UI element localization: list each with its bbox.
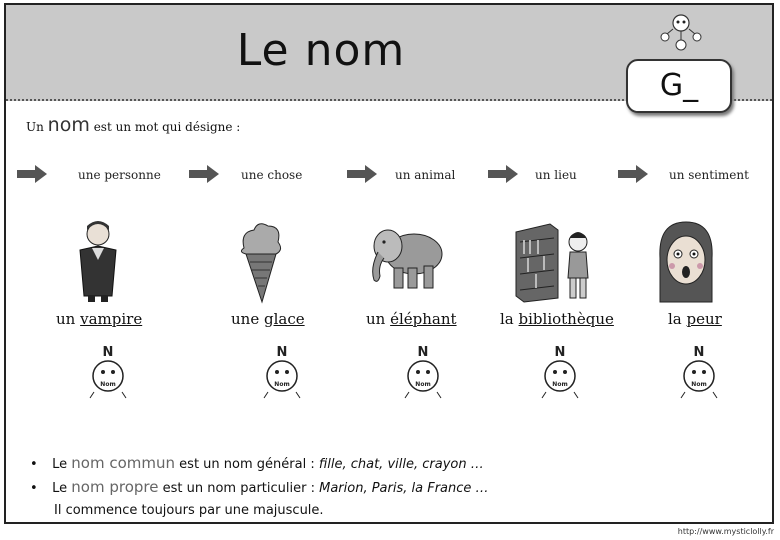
noun-badge-text: Nom xyxy=(552,381,568,388)
rule-keyword: nom propre xyxy=(71,478,159,496)
example-word-elephant xyxy=(366,310,457,328)
arrow-right-icon xyxy=(616,164,650,184)
arrow-right-icon xyxy=(486,164,520,184)
noun-badge-letter: N xyxy=(276,345,288,360)
vampire-icon xyxy=(72,218,124,304)
page-title: Le nom xyxy=(236,25,406,76)
example-word-bibliotheque xyxy=(500,310,614,328)
noun-badge-text: Nom xyxy=(691,381,707,388)
rule-proper-noun xyxy=(30,476,489,500)
rule-text: Le xyxy=(52,481,68,496)
library-icon xyxy=(512,218,598,304)
noun-badge-letter: N xyxy=(417,345,429,360)
example-word-glace xyxy=(231,310,305,328)
rule-text: est un nom particulier : xyxy=(162,481,315,496)
noun-badge-icon xyxy=(88,344,128,400)
example-noun: peur xyxy=(686,310,722,328)
category-label-thing: une chose xyxy=(241,168,303,182)
rule-examples: Marion, Paris, la France … xyxy=(319,481,489,496)
lesson-code-box: G_ xyxy=(626,59,732,113)
elephant-icon xyxy=(368,218,448,298)
credit-url: http://www.mysticlolly.fr xyxy=(677,527,774,536)
noun-badge-icon xyxy=(540,344,580,400)
category-label-person: une personne xyxy=(78,168,161,182)
category-row xyxy=(0,164,780,190)
rule-text: est un nom général : xyxy=(179,457,315,472)
example-noun: bibliothèque xyxy=(518,310,614,328)
example-word-peur xyxy=(668,310,722,328)
scared-girl-icon xyxy=(654,218,718,304)
definition-part2: est un mot qui désigne : xyxy=(93,120,241,134)
category-label-place: un lieu xyxy=(535,168,577,182)
example-noun: glace xyxy=(263,310,305,328)
rule-text: Le xyxy=(52,457,68,472)
rule-examples: fille, chat, ville, crayon … xyxy=(318,457,484,472)
noun-badge-letter: N xyxy=(554,345,566,360)
arrow-right-icon xyxy=(15,164,49,184)
bullet: • xyxy=(30,457,38,472)
example-article: la xyxy=(500,310,514,328)
example-article: un xyxy=(366,310,386,328)
noun-badge-text: Nom xyxy=(415,381,431,388)
noun-badge-letter: N xyxy=(102,345,114,360)
category-label-feeling: un sentiment xyxy=(669,168,749,182)
noun-badge-letter: N xyxy=(693,345,705,360)
example-article: un xyxy=(56,310,76,328)
example-word-vampire xyxy=(56,310,142,328)
definition-keyword: nom xyxy=(47,114,90,136)
example-article: une xyxy=(231,310,260,328)
definition-line xyxy=(26,114,240,136)
arrow-right-icon xyxy=(345,164,379,184)
rule-note: Il commence toujours par une majuscule. xyxy=(54,503,324,518)
definition-part1: Un xyxy=(26,120,44,134)
example-noun: éléphant xyxy=(390,310,457,328)
noun-badge-text: Nom xyxy=(100,381,116,388)
ice-cream-icon xyxy=(236,218,286,304)
arrow-right-icon xyxy=(187,164,221,184)
noun-badge-icon xyxy=(262,344,302,400)
rule-keyword: nom commun xyxy=(71,454,176,472)
category-label-animal: un animal xyxy=(395,168,456,182)
noun-badge-text: Nom xyxy=(274,381,290,388)
noun-badge-icon xyxy=(403,344,443,400)
doodle-decoration-icon xyxy=(651,9,711,57)
bullet: • xyxy=(30,481,38,496)
rules-list xyxy=(30,452,489,522)
example-noun: vampire xyxy=(80,310,143,328)
noun-badge-icon xyxy=(679,344,719,400)
rule-common-noun xyxy=(30,452,489,476)
example-article: la xyxy=(668,310,682,328)
